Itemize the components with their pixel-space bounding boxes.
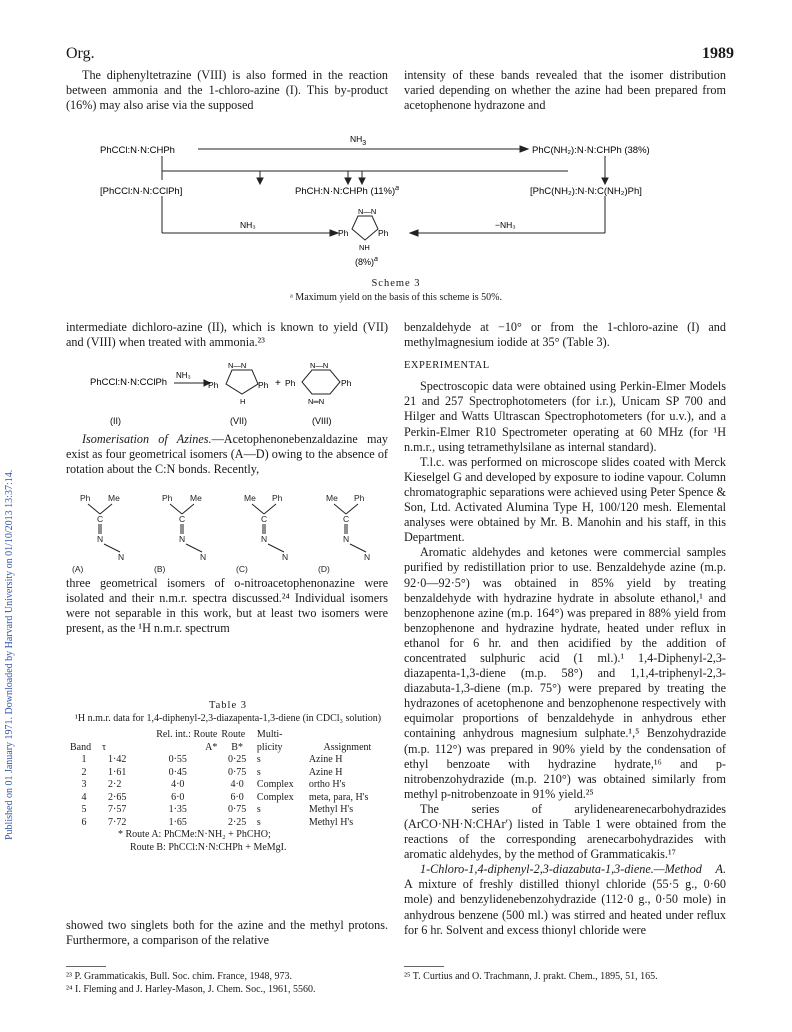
table-cell: Azine H: [308, 754, 343, 765]
table-cell: s: [256, 754, 261, 765]
left-column-bottom: [66, 918, 388, 948]
isomer-carbon: C: [97, 514, 104, 524]
table-cell: meta, para, H's: [308, 791, 369, 803]
page-number: 1989: [702, 45, 734, 62]
isomer-n2: N: [282, 552, 289, 562]
triazole-n: N—N: [358, 207, 377, 216]
viii-ph-right: Ph: [341, 378, 352, 388]
paragraph: Isomerisation of Azines.—Acetophenonebenzaldazine may exist as four geometrical isomers (A—D) owing to the absence of rotation about the C:N bonds. Recently,: [66, 432, 388, 477]
reactant-ii: PhCCl:N·N:CClPh: [90, 377, 168, 388]
footnote-rule-right: [404, 966, 444, 967]
table-cell: 1·35: [168, 804, 187, 815]
table-cell: 2·65: [108, 791, 127, 803]
table-cell: 0·75: [227, 804, 247, 815]
triazole-ph-left: Ph: [338, 228, 349, 238]
reaction-scheme: [100, 128, 720, 303]
isomer-n2: N: [200, 552, 207, 562]
left-column-mid: [66, 320, 388, 350]
table-cell: ortho H's: [308, 779, 346, 790]
isomer-structures: [70, 492, 390, 574]
isomer-n1: N: [343, 534, 350, 544]
table-body: [68, 754, 388, 829]
triazole-vii-n: N—N: [228, 361, 247, 370]
table-header-cell: Multi-: [256, 729, 283, 740]
isomer-carbon: C: [343, 514, 350, 524]
paragraph: The diphenyltetrazine (VIII) is also formed in the reaction between ammonia and the 1-chloro-azine (I). This by-product (16%) may also arise via the supposed: [66, 68, 388, 113]
footnote: ²³ P. Grammaticakis, Bull. Soc. chim. France, 1948, 973.: [66, 971, 292, 982]
paragraph: The series of arylidenearenecarbohydrazides (ArCO·NH·N:CHAr′) listed in Table 1 were obtained from the reactions of the corresponding arenecarbohydrazides with aromatic aldehydes, by the method of Grammaticakis.¹⁷: [404, 801, 726, 862]
isomer-n1: N: [97, 534, 104, 544]
table-cell: 2·25: [227, 816, 247, 828]
footnote-rule-left: [66, 966, 106, 967]
table-row: [68, 754, 388, 767]
tetrazine-structures: [90, 358, 380, 428]
paragraph: benzaldehyde at −10° or from the 1-chloro-azine (I) and methylmagnesium iodide at 35° (Table 3).: [404, 320, 726, 350]
table-cell: 0·55: [168, 754, 187, 765]
table-row: [68, 767, 388, 780]
table-cell: Azine H: [308, 766, 343, 778]
table-cell: Complex: [256, 779, 294, 790]
triazole-nh: NH: [359, 243, 370, 252]
table-header-cell: [100, 729, 136, 742]
table-cell: 0·25: [227, 754, 247, 765]
triazole-yield: $(8\%)^a$: [355, 256, 378, 267]
triazole-ph-right: Ph: [378, 228, 389, 238]
table-cell: 6·0: [230, 791, 244, 803]
table-header-cell: Route: [221, 729, 246, 740]
table-header-row: [68, 729, 388, 742]
viii-n-top: N—N: [310, 361, 329, 370]
table-header-cell: B*: [231, 741, 243, 753]
table-header-cell: A*: [205, 741, 218, 753]
table-cell: 0·45: [168, 766, 187, 778]
right-column-main: [404, 320, 726, 938]
isomer-n2: N: [118, 552, 125, 562]
table-header-cell: Band: [70, 741, 92, 753]
table-cell: 4: [81, 791, 87, 803]
table-cell: Complex: [256, 791, 294, 803]
scheme-azine: PhCH:N·N:CHPh $(11\%)^a$: [295, 185, 400, 197]
table-cell: s: [256, 804, 261, 815]
scheme-reagent: $NH_3$: [350, 134, 367, 147]
table-cell: 1·65: [168, 816, 187, 828]
isomer-top-right: Ph: [354, 493, 365, 503]
table-cell: 7·72: [108, 816, 127, 828]
footnote: ²⁴ I. Fleming and J. Harley-Mason, J. Chem. Soc., 1961, 5560.: [66, 984, 316, 995]
table-header-cell: [68, 729, 100, 742]
table-header-cell: τ: [102, 741, 107, 753]
table-cell: 6·0: [171, 791, 185, 803]
left-column-isomer: [66, 432, 388, 477]
table-cell: 4·0: [230, 779, 244, 790]
table-note-b: Route B: PhCCl:N·N:CHPh + MeMgI.: [130, 841, 287, 853]
viii-n-bottom: N═N: [308, 397, 325, 406]
download-watermark[interactable]: Published on 01 January 1971. Downloaded by Harvard University on 01/10/2013 13:37:14.: [4, 469, 15, 840]
reagent-nh3: NH₃: [176, 371, 191, 380]
table-cell: Methyl H's: [308, 816, 354, 828]
table-cell: 6: [81, 816, 87, 828]
table-cell: 1·42: [108, 754, 127, 765]
table-header-row: [68, 742, 388, 755]
isomer-label: (D): [318, 564, 330, 574]
scheme-start: PhCCl:N·N:CHPh: [100, 145, 175, 156]
isomer-top-right: Me: [190, 493, 202, 503]
paragraph: Aromatic aldehydes and ketones were commercial samples purified by redistillation prior to use. Benzaldehyde azine (m.p. 92·0—92·5°) was obtained in 85% yield by treating benzaldehyde with hydrazine hydrate in absolute ethanol,¹ and benzophenone azine (m.p. 164°) was prepared in 88% yield from benzophenone and hydrazine hydrate, heated under reflux in ethanol for 6 hr. and then acidified by the addition of concentrated sulphuric acid (1 ml.).¹ 1,4-Diphenyl-2,3-diazapenta-1,3-diene (m.p. 58°) and 1,1,4-triphenyl-2,3-diazabuta-1,3-diene (m.p. 75°) were prepared by treating the hydrazones of acetophenone and benzophenone respectively with equimolar proportions of benzaldehyde in anhydrous ether containing anhydrous magnesium sulphate.¹,⁵ Benzohydrazide (m.p. 112°) was prepared in 90% yield by the condensation of ethyl benzoate with hydrazine hydrate,¹⁶ and p-nitrobenzohydrazide (m.p. 210°) was obtained similarly from methyl p-nitrobenzoate in 91% yield.²⁵: [404, 545, 726, 801]
scheme-title: Scheme 3: [371, 278, 421, 289]
label-ii: (II): [110, 416, 121, 426]
paragraph: T.l.c. was performed on microscope slides coated with Merck Kieselgel G and developed by exposure to iodine vapour. Column chromatographic separations were achieved using Peter Spence & Son, Ltd. Activated Alumina Type H, 100/120 mesh. Elemental analyses were obtained by Mr. B. Manohin and his staff, in this Department.: [404, 454, 726, 545]
table-cell: 0·75: [227, 766, 247, 778]
table-row: [68, 792, 388, 805]
table-row: [68, 817, 388, 830]
paragraph: showed two singlets both for the azine and the methyl protons. Furthermore, a comparison of the relative: [66, 918, 388, 948]
isomer-label: (A): [72, 564, 84, 574]
footnotes-right: [404, 970, 726, 983]
table-caption: ¹H n.m.r. data for 1,4-diphenyl-2,3-diazapenta-1,3-diene (in CDCl₃ solution): [74, 712, 382, 724]
table-cell: 2: [81, 766, 87, 778]
table-cell: 5: [81, 804, 87, 815]
isomer-top-right: Me: [108, 493, 120, 503]
running-header: Org.: [66, 45, 95, 62]
section-heading-experimental: EXPERIMENTAL: [404, 360, 490, 372]
table-cell: s: [256, 766, 261, 778]
left-column-after-isomers: [66, 576, 388, 636]
isomer-top-left: Me: [244, 493, 256, 503]
label-vii: (VII): [230, 416, 247, 426]
paragraph: Spectroscopic data were obtained using Perkin-Elmer Models 21 and 257 Spectrophotometers (for i.r.), Unicam SP 700 and Hilger and Watts Ultrascan Spectrophotometers (for u.v.), and a Perkin-Elmer R10 Spectrometer operating at 60 MHz (for ¹H n.m.r., using tetramethylsilane as internal standard).: [404, 379, 726, 454]
table-title: Table 3: [208, 700, 248, 711]
plus-sign: +: [275, 378, 281, 389]
scheme-footnote: ᵃ Maximum yield on the basis of this scheme is 50%.: [290, 292, 502, 303]
right-column-top: [404, 68, 726, 113]
isomer-carbon: C: [261, 514, 268, 524]
table-cell: 1·61: [108, 766, 127, 778]
isomer-label: (B): [154, 564, 166, 574]
paragraph: 1-Chloro-1,4-diphenyl-2,3-diazabuta-1,3-diene.—Method A. A mixture of freshly distilled thionyl chloride (55·5 g., 0·60 mole) and benzylidenebenzohydrazide (112·0 g., 0·50 mole) in anhydrous benzene (500 ml.) was stirred and heated under reflux for 6 hr. Solvent and excess thionyl chloride were: [404, 862, 726, 937]
table-header-cell: plicity: [256, 741, 283, 753]
viii-ph-left: Ph: [285, 378, 296, 388]
table-cell: 4·0: [171, 779, 185, 790]
table-cell: s: [256, 816, 261, 828]
footnotes-left: [66, 970, 388, 996]
vii-ph-left: Ph: [208, 380, 219, 390]
paragraph: three geometrical isomers of o-nitroacetophenonazine were isolated and their n.m.r. spectra discussed.²⁴ Individual isomers were not separable in this work, but at least two isomers were present, as the ¹H n.m.r. spectrum: [66, 576, 388, 636]
table-cell: 1: [81, 754, 87, 765]
paragraph: intermediate dichloro-azine (II), which is known to yield (VII) and (VIII) when treated with ammonia.²³: [66, 320, 388, 350]
table-header-cell: Rel. int.: Route: [156, 729, 218, 740]
isomer-n1: N: [179, 534, 186, 544]
table-3: [68, 700, 388, 854]
nmr-table: [68, 729, 388, 829]
label-viii: (VIII): [312, 416, 332, 426]
footnote: ²⁵ T. Curtius and O. Trachmann, J. prakt. Chem., 1895, 51, 165.: [404, 971, 658, 982]
scheme-diamino: [PhC(NH₂):N·N:C(NH₂)Ph]: [530, 186, 642, 197]
table-cell: 7·57: [108, 804, 127, 815]
table-cell: 3: [81, 779, 87, 790]
isomer-top-left: Ph: [80, 493, 91, 503]
table-cell: Methyl H's: [308, 804, 354, 815]
table-header-cell: Assignment: [323, 741, 372, 753]
isomer-top-right: Ph: [272, 493, 283, 503]
isomer-n1: N: [261, 534, 268, 544]
isomer-label: (C): [236, 564, 248, 574]
table-note-a: * Route A: PhCMe:N·NH₂ + PhCHO;: [118, 829, 271, 840]
table-header-cell: [307, 729, 388, 742]
isomer-top-left: Ph: [162, 493, 173, 503]
table-cell: 2·2: [108, 779, 122, 790]
table-row: [68, 779, 388, 792]
isomer-carbon: C: [179, 514, 186, 524]
isomer-n2: N: [364, 552, 371, 562]
vii-h: H: [240, 397, 246, 406]
scheme-nh3-left: NH₃: [240, 220, 256, 230]
left-column-top: [66, 68, 388, 113]
scheme-product: PhC(NH₂):N·N:CHPh (38%): [532, 145, 650, 156]
table-row: [68, 804, 388, 817]
isomer-top-left: Me: [326, 493, 338, 503]
scheme-nh3-right: −NH₃: [495, 220, 516, 230]
paragraph: intensity of these bands revealed that the isomer distribution varied depending on whether the azine had been prepared from acetophenone hydrazone and: [404, 68, 726, 113]
scheme-dichloro: [PhCCl:N·N:CClPh]: [100, 186, 183, 197]
vii-ph-right: Ph: [258, 380, 269, 390]
